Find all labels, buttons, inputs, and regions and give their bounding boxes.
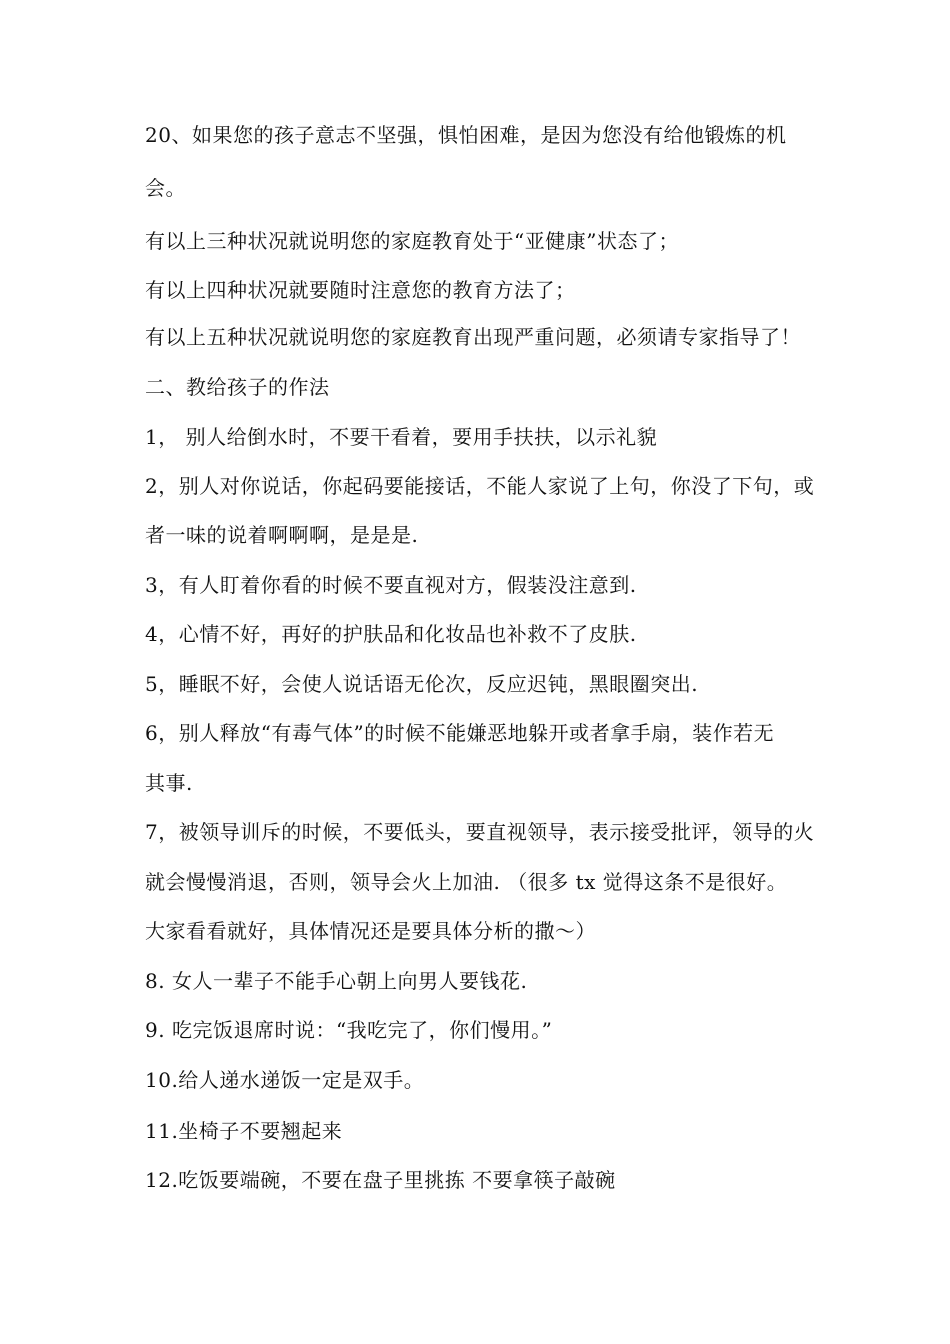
text-line: 20、如果您的孩子意志不坚强，惧怕困难，是因为您没有给他锻炼的机 [145,123,787,147]
text-line: 8. 女人一辈子不能手心朝上向男人要钱花. [145,969,528,993]
text-line: 其事. [145,771,193,795]
text-line: 有以上五种状况就说明您的家庭教育出现严重问题，必须请专家指导了！ [145,325,801,349]
text-line: 4，心情不好，再好的护肤品和化妆品也补救不了皮肤. [145,622,637,646]
text-line: 会。 [145,176,186,200]
text-line: 就会慢慢消退，否则，领导会火上加油. （很多 tx 觉得这条不是很好。 [145,870,788,894]
text-line: 2，别人对你说话，你起码要能接话，不能人家说了上句，你没了下句，或 [145,474,815,498]
text-line: 12.吃饭要端碗，不要在盘子里挑拣 不要拿筷子敲碗 [145,1168,616,1192]
text-line: 大家看看就好，具体情况还是要具体分析的撒～） [145,919,596,943]
text-line: 1， 别人给倒水时，不要干看着，要用手扶扶，以示礼貌 [145,425,658,449]
text-line: 7，被领导训斥的时候，不要低头，要直视领导，表示接受批评，领导的火 [145,820,815,844]
text-line: 6，别人释放“有毒气体”的时候不能嫌恶地躲开或者拿手扇，装作若无 [145,721,775,745]
text-line: 3，有人盯着你看的时候不要直视对方，假装没注意到. [145,573,637,597]
text-line: 5，睡眠不好，会使人说话语无伦次，反应迟钝，黑眼圈突出. [145,672,699,696]
text-line: 11.坐椅子不要翘起来 [145,1119,343,1143]
text-line: 有以上四种状况就要随时注意您的教育方法了； [145,278,576,302]
section-heading: 二、教给孩子的作法 [145,375,330,399]
text-line: 9. 吃完饭退席时说：“我吃完了，你们慢用。” [145,1018,553,1042]
text-line: 者一味的说着啊啊啊，是是是. [145,523,419,547]
text-line: 有以上三种状况就说明您的家庭教育处于“亚健康”状态了； [145,229,679,253]
text-line: 10.给人递水递饭一定是双手。 [145,1068,425,1092]
